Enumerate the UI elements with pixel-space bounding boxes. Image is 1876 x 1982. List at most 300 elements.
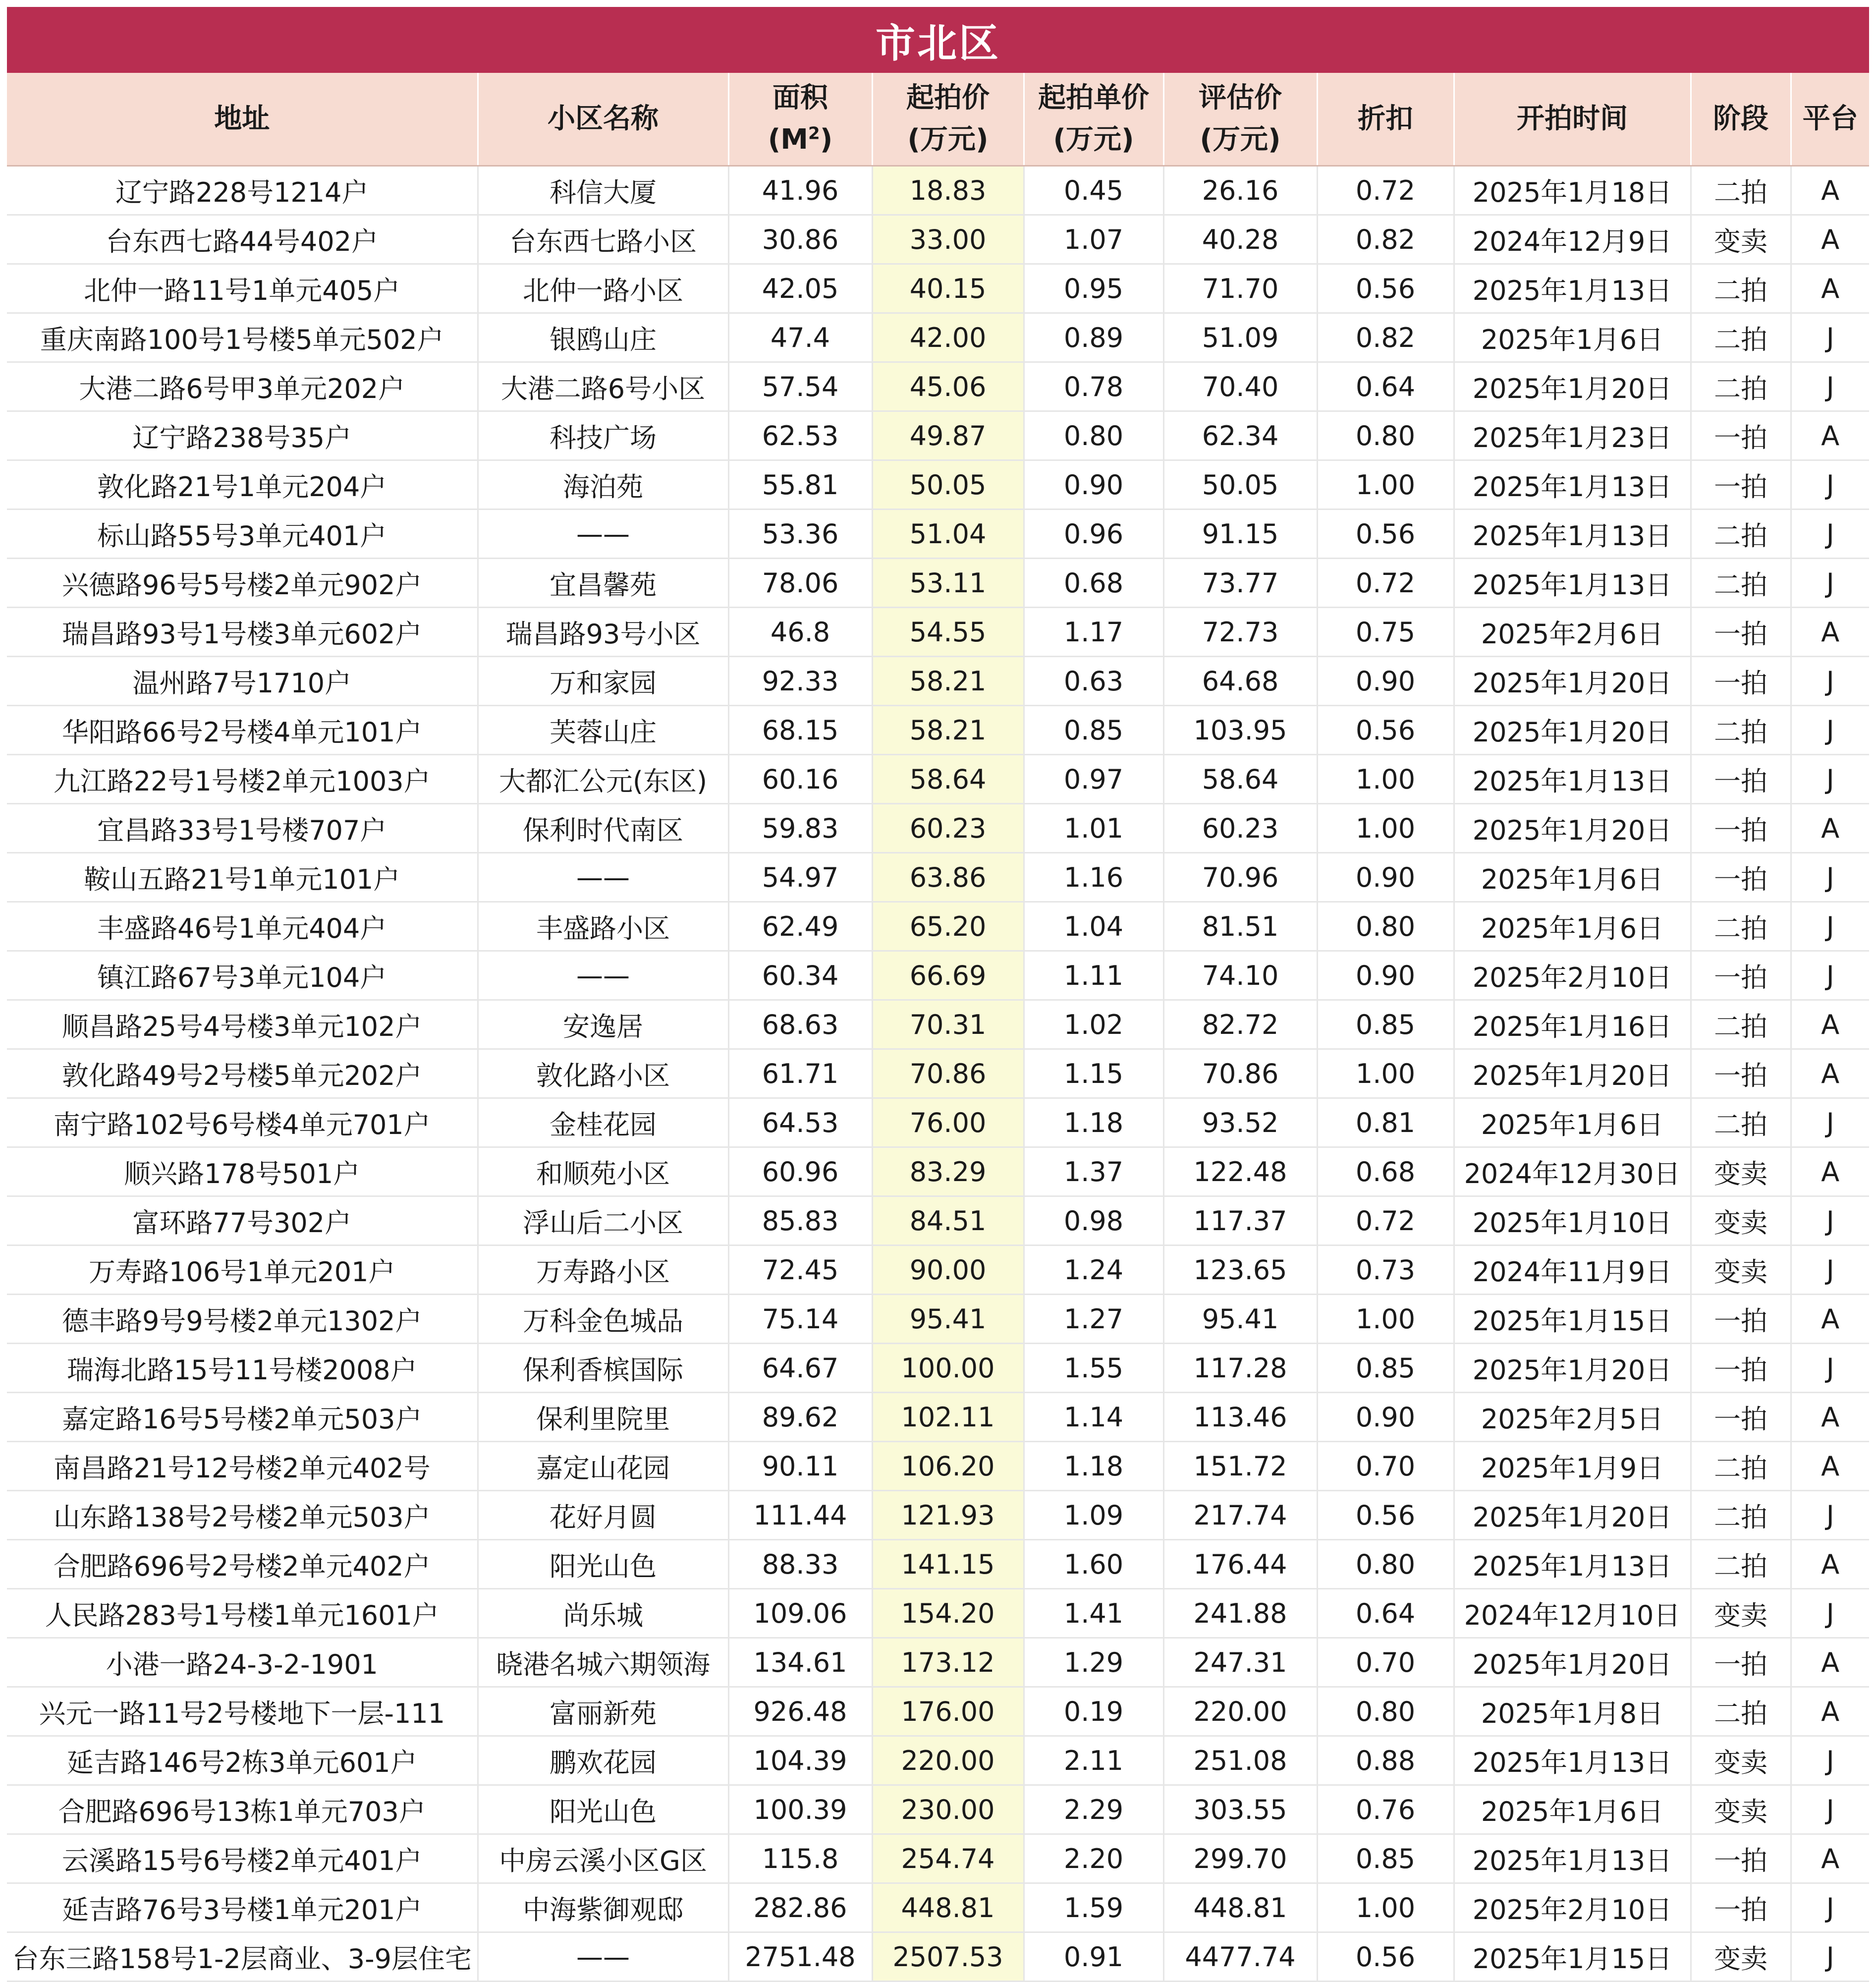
cell-start-price: 63.86	[872, 853, 1024, 902]
cell-area: 134.61	[728, 1638, 872, 1687]
cell-stage: 二拍	[1691, 510, 1791, 559]
cell-address: 合肥路696号2号楼2单元402户	[7, 1540, 478, 1589]
cell-appraisal: 4477.74	[1163, 1932, 1317, 1982]
cell-platform: A	[1791, 804, 1869, 853]
cell-platform: J	[1791, 1246, 1869, 1295]
cell-appraisal: 103.95	[1163, 706, 1317, 755]
cell-community: 大港二路6号小区	[478, 362, 728, 411]
cell-platform: A	[1791, 1147, 1869, 1196]
cell-stage: 一拍	[1691, 1049, 1791, 1098]
cell-discount: 0.70	[1317, 1442, 1454, 1491]
cell-unit-price: 2.29	[1024, 1785, 1163, 1834]
header-start-price-label: 起拍价	[906, 82, 990, 114]
cell-address: 人民路283号1号楼1单元1601户	[7, 1589, 478, 1638]
cell-date: 2025年2月5日	[1454, 1393, 1691, 1442]
cell-unit-price: 0.96	[1024, 510, 1163, 559]
cell-discount: 1.00	[1317, 1883, 1454, 1932]
cell-platform: A	[1791, 215, 1869, 264]
cell-platform: J	[1791, 902, 1869, 951]
cell-stage: 二拍	[1691, 1491, 1791, 1540]
cell-community: 和顺苑小区	[478, 1147, 728, 1196]
cell-platform: J	[1791, 1736, 1869, 1785]
table-row	[7, 264, 1869, 313]
cell-community: 阳光山色	[478, 1785, 728, 1834]
header-start-price	[872, 73, 1024, 166]
cell-appraisal: 70.96	[1163, 853, 1317, 902]
cell-area: 57.54	[728, 362, 872, 411]
header-unit-price	[1024, 73, 1163, 166]
cell-platform: A	[1791, 1540, 1869, 1589]
cell-unit-price: 0.78	[1024, 362, 1163, 411]
cell-address: 镇江路67号3单元104户	[7, 951, 478, 1000]
cell-area: 62.49	[728, 902, 872, 951]
cell-stage: 一拍	[1691, 1393, 1791, 1442]
cell-date: 2025年1月15日	[1454, 1932, 1691, 1982]
cell-date: 2024年11月9日	[1454, 1246, 1691, 1295]
cell-date: 2025年1月6日	[1454, 1785, 1691, 1834]
table-row	[7, 657, 1869, 706]
cell-start-price: 176.00	[872, 1687, 1024, 1736]
cell-address: 延吉路146号2栋3单元601户	[7, 1736, 478, 1785]
cell-unit-price: 1.24	[1024, 1246, 1163, 1295]
cell-community: 金桂花园	[478, 1098, 728, 1147]
table-row	[7, 215, 1869, 264]
cell-stage: 一拍	[1691, 951, 1791, 1000]
cell-date: 2025年1月13日	[1454, 264, 1691, 313]
sheet-title: 市北区	[7, 7, 1869, 73]
cell-appraisal: 51.09	[1163, 313, 1317, 362]
cell-date: 2024年12月9日	[1454, 215, 1691, 264]
table-row	[7, 1589, 1869, 1638]
cell-stage: 一拍	[1691, 1834, 1791, 1883]
cell-discount: 0.64	[1317, 362, 1454, 411]
cell-stage: 二拍	[1691, 313, 1791, 362]
cell-address: 标山路55号3单元401户	[7, 510, 478, 559]
table-row	[7, 1736, 1869, 1785]
cell-community: ——	[478, 951, 728, 1000]
cell-stage: 变卖	[1691, 1246, 1791, 1295]
cell-area: 59.83	[728, 804, 872, 853]
cell-date: 2025年1月13日	[1454, 460, 1691, 510]
cell-date: 2025年1月20日	[1454, 1491, 1691, 1540]
cell-area: 75.14	[728, 1295, 872, 1344]
cell-area: 47.4	[728, 313, 872, 362]
cell-appraisal: 122.48	[1163, 1147, 1317, 1196]
cell-discount: 0.76	[1317, 1785, 1454, 1834]
cell-community: 富丽新苑	[478, 1687, 728, 1736]
cell-stage: 二拍	[1691, 1687, 1791, 1736]
cell-address: 合肥路696号13栋1单元703户	[7, 1785, 478, 1834]
cell-address: 北仲一路11号1单元405户	[7, 264, 478, 313]
cell-area: 61.71	[728, 1049, 872, 1098]
cell-area: 68.15	[728, 706, 872, 755]
cell-platform: A	[1791, 264, 1869, 313]
cell-address: 敦化路21号1单元204户	[7, 460, 478, 510]
cell-unit-price: 1.18	[1024, 1442, 1163, 1491]
cell-platform: J	[1791, 1098, 1869, 1147]
cell-area: 88.33	[728, 1540, 872, 1589]
cell-area: 282.86	[728, 1883, 872, 1932]
cell-unit-price: 0.95	[1024, 264, 1163, 313]
cell-unit-price: 2.11	[1024, 1736, 1163, 1785]
cell-unit-price: 1.18	[1024, 1098, 1163, 1147]
cell-platform: A	[1791, 1834, 1869, 1883]
header-appraisal-label: 评估价	[1199, 82, 1282, 114]
table-row	[7, 559, 1869, 608]
cell-discount: 0.56	[1317, 510, 1454, 559]
cell-appraisal: 70.86	[1163, 1049, 1317, 1098]
cell-unit-price: 1.09	[1024, 1491, 1163, 1540]
cell-community: 保利时代南区	[478, 804, 728, 853]
cell-community: 宜昌馨苑	[478, 559, 728, 608]
cell-community: 花好月圆	[478, 1491, 728, 1540]
cell-date: 2024年12月30日	[1454, 1147, 1691, 1196]
cell-start-price: 58.21	[872, 706, 1024, 755]
cell-start-price: 58.21	[872, 657, 1024, 706]
cell-area: 92.33	[728, 657, 872, 706]
cell-platform: J	[1791, 1785, 1869, 1834]
cell-platform: A	[1791, 1638, 1869, 1687]
cell-address: 兴德路96号5号楼2单元902户	[7, 559, 478, 608]
header-date	[1454, 73, 1691, 166]
cell-date: 2025年1月13日	[1454, 1540, 1691, 1589]
cell-date: 2025年1月20日	[1454, 1344, 1691, 1393]
cell-date: 2025年1月8日	[1454, 1687, 1691, 1736]
cell-community: 银鸥山庄	[478, 313, 728, 362]
cell-discount: 0.56	[1317, 1932, 1454, 1982]
cell-address: 南昌路21号12号楼2单元402号	[7, 1442, 478, 1491]
cell-community: 嘉定山花园	[478, 1442, 728, 1491]
cell-stage: 一拍	[1691, 411, 1791, 460]
cell-unit-price: 1.55	[1024, 1344, 1163, 1393]
cell-community: 保利香槟国际	[478, 1344, 728, 1393]
cell-stage: 变卖	[1691, 1785, 1791, 1834]
header-unit-price-label: 起拍单价	[1038, 82, 1149, 114]
cell-address: 万寿路106号1单元201户	[7, 1246, 478, 1295]
cell-platform: J	[1791, 559, 1869, 608]
cell-start-price: 95.41	[872, 1295, 1024, 1344]
table-row	[7, 1147, 1869, 1196]
cell-discount: 0.72	[1317, 166, 1454, 215]
cell-start-price: 141.15	[872, 1540, 1024, 1589]
cell-community: 中海紫御观邸	[478, 1883, 728, 1932]
cell-discount: 0.56	[1317, 706, 1454, 755]
cell-start-price: 40.15	[872, 264, 1024, 313]
cell-stage: 二拍	[1691, 1442, 1791, 1491]
cell-appraisal: 81.51	[1163, 902, 1317, 951]
cell-appraisal: 58.64	[1163, 755, 1317, 804]
cell-start-price: 2507.53	[872, 1932, 1024, 1982]
header-stage	[1691, 73, 1791, 166]
header-address-label: 地址	[214, 103, 270, 135]
cell-start-price: 70.86	[872, 1049, 1024, 1098]
table-row	[7, 1687, 1869, 1736]
cell-date: 2025年1月10日	[1454, 1196, 1691, 1246]
cell-appraisal: 26.16	[1163, 166, 1317, 215]
cell-discount: 0.90	[1317, 853, 1454, 902]
cell-stage: 二拍	[1691, 1540, 1791, 1589]
table-row	[7, 1295, 1869, 1344]
cell-discount: 0.85	[1317, 1834, 1454, 1883]
cell-stage: 变卖	[1691, 1932, 1791, 1982]
cell-address: 辽宁路238号35户	[7, 411, 478, 460]
cell-discount: 0.90	[1317, 657, 1454, 706]
cell-platform: J	[1791, 706, 1869, 755]
header-community-label: 小区名称	[548, 103, 659, 135]
cell-appraisal: 303.55	[1163, 1785, 1317, 1834]
cell-date: 2025年1月13日	[1454, 755, 1691, 804]
cell-date: 2025年1月6日	[1454, 902, 1691, 951]
header-start-price-unit: (万元)	[907, 123, 989, 156]
cell-unit-price: 0.98	[1024, 1196, 1163, 1246]
cell-stage: 二拍	[1691, 264, 1791, 313]
cell-discount: 0.56	[1317, 1491, 1454, 1540]
cell-community: ——	[478, 853, 728, 902]
cell-area: 90.11	[728, 1442, 872, 1491]
cell-area: 60.96	[728, 1147, 872, 1196]
cell-discount: 0.80	[1317, 411, 1454, 460]
cell-address: 重庆南路100号1号楼5单元502户	[7, 313, 478, 362]
cell-platform: J	[1791, 1491, 1869, 1540]
table-row	[7, 706, 1869, 755]
cell-appraisal: 220.00	[1163, 1687, 1317, 1736]
cell-stage: 变卖	[1691, 1147, 1791, 1196]
cell-stage: 一拍	[1691, 1883, 1791, 1932]
cell-appraisal: 241.88	[1163, 1589, 1317, 1638]
cell-address: 大港二路6号甲3单元202户	[7, 362, 478, 411]
cell-unit-price: 0.89	[1024, 313, 1163, 362]
header-row	[7, 73, 1869, 166]
cell-stage: 二拍	[1691, 706, 1791, 755]
table-row	[7, 1785, 1869, 1834]
cell-date: 2025年1月20日	[1454, 1638, 1691, 1687]
cell-start-price: 33.00	[872, 215, 1024, 264]
cell-community: 安逸居	[478, 1000, 728, 1049]
cell-appraisal: 71.70	[1163, 264, 1317, 313]
cell-stage: 二拍	[1691, 362, 1791, 411]
cell-start-price: 102.11	[872, 1393, 1024, 1442]
auction-table	[7, 73, 1869, 1982]
cell-community: 大都汇公元(东区)	[478, 755, 728, 804]
table-row	[7, 755, 1869, 804]
cell-unit-price: 1.41	[1024, 1589, 1163, 1638]
header-community	[478, 73, 728, 166]
cell-area: 60.34	[728, 951, 872, 1000]
cell-discount: 0.80	[1317, 902, 1454, 951]
table-row	[7, 510, 1869, 559]
cell-area: 100.39	[728, 1785, 872, 1834]
cell-address: 台东三路158号1-2层商业、3-9层住宅	[7, 1932, 478, 1982]
header-appraisal	[1163, 73, 1317, 166]
cell-start-price: 100.00	[872, 1344, 1024, 1393]
cell-platform: J	[1791, 657, 1869, 706]
cell-community: 敦化路小区	[478, 1049, 728, 1098]
cell-community: 鹏欢花园	[478, 1736, 728, 1785]
cell-unit-price: 1.37	[1024, 1147, 1163, 1196]
cell-appraisal: 123.65	[1163, 1246, 1317, 1295]
cell-stage: 二拍	[1691, 166, 1791, 215]
cell-address: 云溪路15号6号楼2单元401户	[7, 1834, 478, 1883]
cell-date: 2025年1月6日	[1454, 1098, 1691, 1147]
cell-start-price: 50.05	[872, 460, 1024, 510]
cell-start-price: 49.87	[872, 411, 1024, 460]
cell-community: 万科金色城品	[478, 1295, 728, 1344]
cell-community: ——	[478, 1932, 728, 1982]
header-area-unit-open: (M	[768, 123, 809, 156]
cell-area: 2751.48	[728, 1932, 872, 1982]
header-platform-label: 平台	[1802, 103, 1858, 135]
cell-appraisal: 299.70	[1163, 1834, 1317, 1883]
cell-address: 嘉定路16号5号楼2单元503户	[7, 1393, 478, 1442]
cell-unit-price: 0.97	[1024, 755, 1163, 804]
table-row	[7, 313, 1869, 362]
cell-unit-price: 1.17	[1024, 608, 1163, 657]
cell-date: 2025年1月23日	[1454, 411, 1691, 460]
cell-community: 万寿路小区	[478, 1246, 728, 1295]
cell-platform: J	[1791, 1932, 1869, 1982]
cell-stage: 一拍	[1691, 804, 1791, 853]
cell-start-price: 90.00	[872, 1246, 1024, 1295]
cell-discount: 0.85	[1317, 1000, 1454, 1049]
table-row	[7, 951, 1869, 1000]
cell-start-price: 254.74	[872, 1834, 1024, 1883]
cell-unit-price: 2.20	[1024, 1834, 1163, 1883]
cell-stage: 一拍	[1691, 755, 1791, 804]
cell-start-price: 121.93	[872, 1491, 1024, 1540]
cell-start-price: 230.00	[872, 1785, 1024, 1834]
cell-platform: A	[1791, 411, 1869, 460]
cell-discount: 0.75	[1317, 608, 1454, 657]
table-row	[7, 1098, 1869, 1147]
cell-discount: 0.70	[1317, 1638, 1454, 1687]
cell-address: 宜昌路33号1号楼707户	[7, 804, 478, 853]
cell-community: 万和家园	[478, 657, 728, 706]
cell-appraisal: 74.10	[1163, 951, 1317, 1000]
cell-platform: J	[1791, 755, 1869, 804]
cell-area: 42.05	[728, 264, 872, 313]
cell-unit-price: 0.19	[1024, 1687, 1163, 1736]
cell-appraisal: 113.46	[1163, 1393, 1317, 1442]
cell-discount: 0.82	[1317, 313, 1454, 362]
header-appraisal-unit: (万元)	[1200, 123, 1281, 156]
cell-address: 辽宁路228号1214户	[7, 166, 478, 215]
cell-appraisal: 217.74	[1163, 1491, 1317, 1540]
table-row	[7, 1442, 1869, 1491]
cell-unit-price: 0.80	[1024, 411, 1163, 460]
cell-start-price: 60.23	[872, 804, 1024, 853]
cell-stage: 一拍	[1691, 657, 1791, 706]
cell-date: 2025年1月9日	[1454, 1442, 1691, 1491]
cell-unit-price: 1.14	[1024, 1393, 1163, 1442]
cell-address: 德丰路9号9号楼2单元1302户	[7, 1295, 478, 1344]
table-row	[7, 362, 1869, 411]
cell-community: 科信大厦	[478, 166, 728, 215]
cell-appraisal: 251.08	[1163, 1736, 1317, 1785]
cell-date: 2025年1月13日	[1454, 559, 1691, 608]
cell-unit-price: 0.68	[1024, 559, 1163, 608]
cell-unit-price: 1.27	[1024, 1295, 1163, 1344]
header-area-label: 面积	[772, 82, 828, 114]
cell-start-price: 173.12	[872, 1638, 1024, 1687]
cell-date: 2025年1月20日	[1454, 804, 1691, 853]
cell-start-price: 76.00	[872, 1098, 1024, 1147]
cell-appraisal: 95.41	[1163, 1295, 1317, 1344]
cell-start-price: 70.31	[872, 1000, 1024, 1049]
table-row	[7, 1491, 1869, 1540]
cell-address: 九江路22号1号楼2单元1003户	[7, 755, 478, 804]
cell-unit-price: 1.29	[1024, 1638, 1163, 1687]
header-stage-label: 阶段	[1713, 103, 1768, 135]
cell-date: 2025年2月10日	[1454, 1883, 1691, 1932]
cell-start-price: 66.69	[872, 951, 1024, 1000]
cell-unit-price: 0.85	[1024, 706, 1163, 755]
cell-appraisal: 176.44	[1163, 1540, 1317, 1589]
cell-discount: 1.00	[1317, 1049, 1454, 1098]
cell-stage: 一拍	[1691, 1344, 1791, 1393]
cell-platform: J	[1791, 1883, 1869, 1932]
cell-start-price: 220.00	[872, 1736, 1024, 1785]
cell-area: 54.97	[728, 853, 872, 902]
cell-platform: J	[1791, 362, 1869, 411]
cell-stage: 一拍	[1691, 1638, 1791, 1687]
cell-date: 2025年1月13日	[1454, 1834, 1691, 1883]
cell-discount: 0.56	[1317, 264, 1454, 313]
cell-unit-price: 1.02	[1024, 1000, 1163, 1049]
cell-appraisal: 247.31	[1163, 1638, 1317, 1687]
cell-unit-price: 1.15	[1024, 1049, 1163, 1098]
cell-community: 北仲一路小区	[478, 264, 728, 313]
cell-discount: 0.90	[1317, 1393, 1454, 1442]
cell-appraisal: 60.23	[1163, 804, 1317, 853]
cell-community: 浮山后二小区	[478, 1196, 728, 1246]
cell-address: 敦化路49号2号楼5单元202户	[7, 1049, 478, 1098]
cell-stage: 变卖	[1691, 1196, 1791, 1246]
auction-sheet	[7, 7, 1869, 1982]
table-row	[7, 1246, 1869, 1295]
cell-appraisal: 117.28	[1163, 1344, 1317, 1393]
cell-platform: J	[1791, 1589, 1869, 1638]
cell-platform: J	[1791, 853, 1869, 902]
table-row	[7, 166, 1869, 215]
cell-discount: 0.64	[1317, 1589, 1454, 1638]
cell-unit-price: 1.11	[1024, 951, 1163, 1000]
cell-address: 延吉路76号3号楼1单元201户	[7, 1883, 478, 1932]
cell-discount: 0.85	[1317, 1344, 1454, 1393]
cell-unit-price: 1.16	[1024, 853, 1163, 902]
cell-discount: 0.81	[1317, 1098, 1454, 1147]
table-row	[7, 411, 1869, 460]
cell-community: ——	[478, 510, 728, 559]
table-row	[7, 608, 1869, 657]
cell-date: 2025年1月6日	[1454, 853, 1691, 902]
cell-start-price: 42.00	[872, 313, 1024, 362]
cell-community: 中房云溪小区G区	[478, 1834, 728, 1883]
cell-address: 华阳路66号2号楼4单元101户	[7, 706, 478, 755]
header-area	[728, 73, 872, 166]
cell-date: 2025年1月16日	[1454, 1000, 1691, 1049]
cell-area: 55.81	[728, 460, 872, 510]
cell-platform: J	[1791, 1344, 1869, 1393]
table-row	[7, 1393, 1869, 1442]
cell-appraisal: 91.15	[1163, 510, 1317, 559]
cell-platform: A	[1791, 1295, 1869, 1344]
table-row	[7, 1638, 1869, 1687]
cell-start-price: 18.83	[872, 166, 1024, 215]
table-row	[7, 1932, 1869, 1982]
cell-discount: 0.82	[1317, 215, 1454, 264]
cell-stage: 二拍	[1691, 1098, 1791, 1147]
cell-address: 富环路77号302户	[7, 1196, 478, 1246]
